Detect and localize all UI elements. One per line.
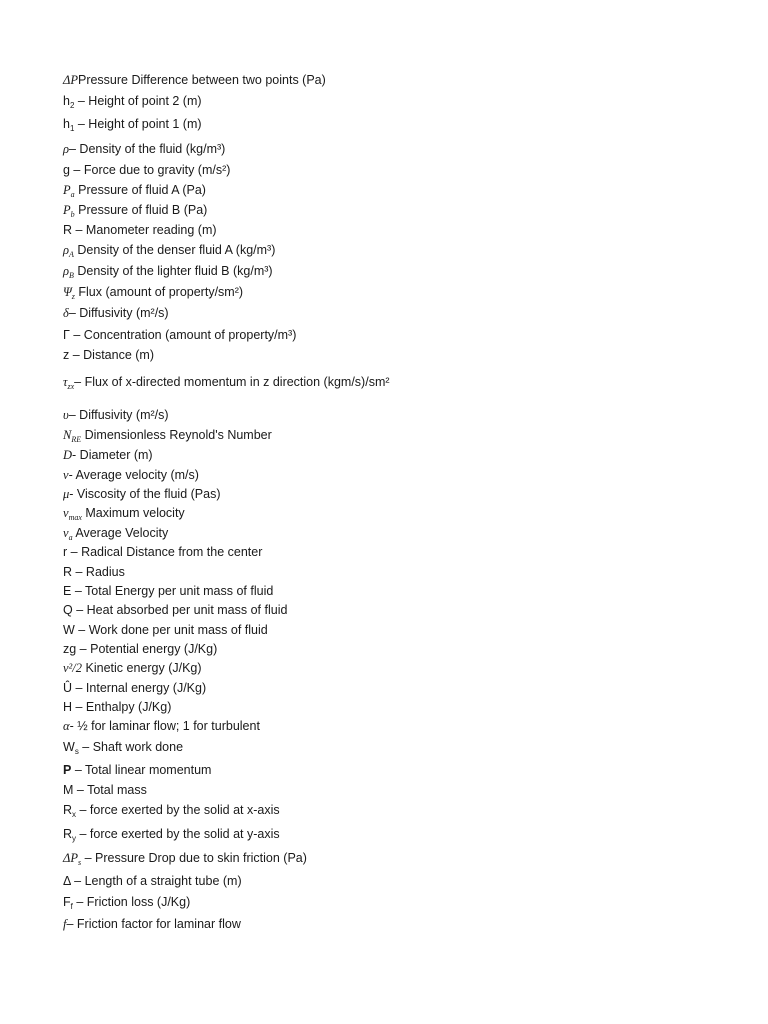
- glossary-symbol: μ: [63, 487, 70, 501]
- glossary-entry: [63, 407, 169, 423]
- glossary-symbol: W: [63, 623, 75, 637]
- glossary-description: – Work done per unit mass of fluid: [74, 623, 268, 637]
- glossary-entry: [63, 894, 190, 915]
- glossary-entry: [63, 583, 273, 599]
- glossary-description: – force exerted by the solid at x-axis: [76, 803, 280, 817]
- glossary-subscript: A: [69, 250, 74, 259]
- glossary-symbol: E: [63, 584, 72, 598]
- glossary-subscript: zx: [67, 382, 75, 391]
- glossary-symbol: P: [63, 203, 71, 217]
- glossary-entry: [63, 242, 275, 263]
- glossary-description: – Friction loss (J/Kg): [72, 895, 191, 909]
- glossary-description: – Shaft work done: [78, 740, 184, 754]
- glossary-description: – force exerted by the solid at y-axis: [76, 827, 280, 841]
- glossary-entry: [63, 544, 262, 560]
- glossary-subscript: 2: [69, 101, 75, 110]
- glossary-entry: [63, 486, 221, 502]
- glossary-entry: [63, 850, 307, 871]
- glossary-symbol: R: [63, 803, 73, 817]
- glossary-symbol: W: [63, 740, 75, 754]
- glossary-description: - ½ for laminar flow; 1 for turbulent: [69, 719, 260, 733]
- glossary-description: Pressure of fluid B (Pa): [74, 203, 208, 217]
- glossary-symbol: R: [63, 827, 73, 841]
- glossary-entry: [63, 916, 241, 932]
- glossary-description: Maximum velocity: [81, 506, 185, 520]
- glossary-description: – Radius: [72, 565, 125, 579]
- glossary-entry: [63, 162, 230, 178]
- glossary-entry: [63, 660, 202, 676]
- glossary-subscript: s: [74, 747, 79, 756]
- glossary-description: – Length of a straight tube (m): [70, 874, 242, 888]
- glossary-description: – Distance (m): [69, 348, 154, 362]
- glossary-entry: [63, 263, 273, 284]
- glossary-symbol: α: [63, 719, 70, 733]
- glossary-description: – Radical Distance from the center: [67, 545, 263, 559]
- glossary-description: - Viscosity of the fluid (Pas): [69, 487, 221, 501]
- glossary-entry: [63, 427, 272, 448]
- glossary-symbol: υ: [63, 408, 69, 422]
- glossary-entry: [63, 622, 268, 638]
- glossary-description: – Total Energy per unit mass of fluid: [71, 584, 274, 598]
- glossary-subscript: y: [72, 834, 77, 843]
- glossary-description: Kinetic energy (J/Kg): [82, 661, 202, 675]
- glossary-description: – Density of the fluid (kg/m³): [69, 142, 226, 156]
- glossary-entry: [63, 222, 217, 238]
- glossary-symbol: Γ: [63, 328, 70, 342]
- glossary-description: – Diffusivity (m²/s): [68, 408, 169, 422]
- glossary-subscript: z: [71, 292, 75, 301]
- glossary-subscript: a: [70, 190, 75, 199]
- glossary-entry: [63, 327, 296, 343]
- glossary-symbol: M: [63, 783, 74, 797]
- glossary-symbol: ρ: [63, 243, 69, 257]
- glossary-symbol: z: [63, 348, 70, 362]
- glossary-entry: [63, 873, 242, 889]
- glossary-description: Density of the lighter fluid B (kg/m³): [73, 264, 273, 278]
- glossary-description: – Friction factor for laminar flow: [66, 917, 241, 931]
- glossary-subscript: a: [68, 533, 73, 542]
- glossary-entry: [63, 305, 169, 321]
- glossary-description: – Force due to gravity (m/s²): [69, 163, 231, 177]
- glossary-symbol: R: [63, 565, 73, 579]
- glossary-symbol: Q: [63, 603, 73, 617]
- glossary-entry: [63, 802, 280, 823]
- glossary-description: Flux (amount of property/sm²): [74, 285, 244, 299]
- glossary-subscript: B: [69, 271, 74, 280]
- glossary-symbol: v: [63, 526, 69, 540]
- glossary-entry: [63, 202, 207, 223]
- glossary-symbol: Û: [63, 681, 73, 695]
- glossary-subscript: max: [68, 513, 82, 522]
- glossary-description: – Height of point 1 (m): [74, 117, 202, 131]
- glossary-symbol: D: [63, 448, 73, 462]
- glossary-symbol: h: [63, 94, 70, 108]
- glossary-symbol: ρ: [63, 142, 69, 156]
- glossary-symbol: Δ: [63, 874, 71, 888]
- glossary-entry: [63, 525, 168, 546]
- glossary-description: – Pressure Drop due to skin friction (Pa): [81, 851, 307, 865]
- glossary-symbol: N: [63, 428, 72, 442]
- glossary-symbol: F: [63, 895, 71, 909]
- glossary-entry: [63, 564, 125, 580]
- glossary-symbol: ρ: [63, 264, 69, 278]
- glossary-symbol: P: [63, 763, 72, 777]
- glossary-description: Pressure Difference between two points (Pa): [77, 73, 326, 87]
- glossary-entry: [63, 762, 211, 778]
- glossary-description: – Potential energy (J/Kg): [76, 642, 218, 656]
- glossary-description: Average Velocity: [72, 526, 169, 540]
- glossary-symbol: τ: [63, 375, 68, 389]
- glossary-entry: [63, 718, 260, 734]
- glossary-entry: [63, 141, 225, 157]
- glossary-subscript: RE: [71, 435, 82, 444]
- glossary-symbol: ΔP: [63, 851, 78, 865]
- glossary-symbol: H: [63, 700, 73, 714]
- glossary-description: – Heat absorbed per unit mass of fluid: [72, 603, 288, 617]
- glossary-description: – Manometer reading (m): [72, 223, 217, 237]
- glossary-description: – Internal energy (J/Kg): [72, 681, 207, 695]
- glossary-symbol: P: [63, 183, 71, 197]
- glossary-entry: [63, 505, 185, 526]
- glossary-symbol: Ψ: [63, 285, 72, 299]
- glossary-symbol: v: [63, 468, 69, 482]
- glossary-entry: [63, 826, 280, 847]
- glossary-subscript: 1: [69, 124, 75, 133]
- glossary-description: - Diameter (m): [72, 448, 153, 462]
- glossary-entry: [63, 782, 147, 798]
- glossary-symbol: f: [63, 917, 67, 931]
- glossary-symbol: v: [63, 506, 69, 520]
- glossary-description: – Concentration (amount of property/m³): [69, 328, 297, 342]
- glossary-entry: [63, 699, 171, 715]
- glossary-entry: [63, 182, 206, 203]
- glossary-entry: [63, 447, 153, 463]
- glossary-description: – Height of point 2 (m): [74, 94, 202, 108]
- glossary-description: – Enthalpy (J/Kg): [72, 700, 172, 714]
- glossary-symbol: h: [63, 117, 70, 131]
- glossary-symbol: δ: [63, 306, 69, 320]
- glossary-description: – Diffusivity (m²/s): [68, 306, 169, 320]
- glossary-subscript: s: [77, 858, 82, 867]
- glossary-symbol: zg: [63, 642, 77, 656]
- glossary-description: – Total linear momentum: [71, 763, 212, 777]
- glossary-entry: [63, 467, 199, 483]
- glossary-subscript: x: [72, 810, 77, 819]
- glossary-entry: [63, 347, 154, 363]
- glossary-description: Density of the denser fluid A (kg/m³): [73, 243, 276, 257]
- glossary-description: – Flux of x-directed momentum in z direction (kgm/s)/sm²: [74, 375, 390, 389]
- glossary-symbol: ΔP: [63, 73, 78, 87]
- glossary-description: – Total mass: [73, 783, 147, 797]
- glossary-entry: [63, 739, 183, 760]
- glossary-symbol: v²/2: [63, 661, 83, 675]
- glossary-entry: [63, 284, 243, 305]
- glossary-subscript: b: [70, 210, 75, 219]
- glossary-subscript: f: [70, 902, 73, 911]
- glossary-description: Pressure of fluid A (Pa): [74, 183, 206, 197]
- glossary-entry: [63, 93, 202, 114]
- glossary-entry: [63, 680, 206, 696]
- glossary-symbol: r: [63, 545, 68, 559]
- glossary-symbol: R: [63, 223, 73, 237]
- glossary-entry: [63, 374, 390, 395]
- glossary-symbol: g: [63, 163, 70, 177]
- glossary-description: Dimensionless Reynold's Number: [81, 428, 272, 442]
- glossary-entry: [63, 602, 287, 618]
- glossary-entry: [63, 72, 326, 88]
- glossary-description: - Average velocity (m/s): [68, 468, 199, 482]
- glossary-entry: [63, 641, 217, 657]
- glossary-entry: [63, 116, 202, 137]
